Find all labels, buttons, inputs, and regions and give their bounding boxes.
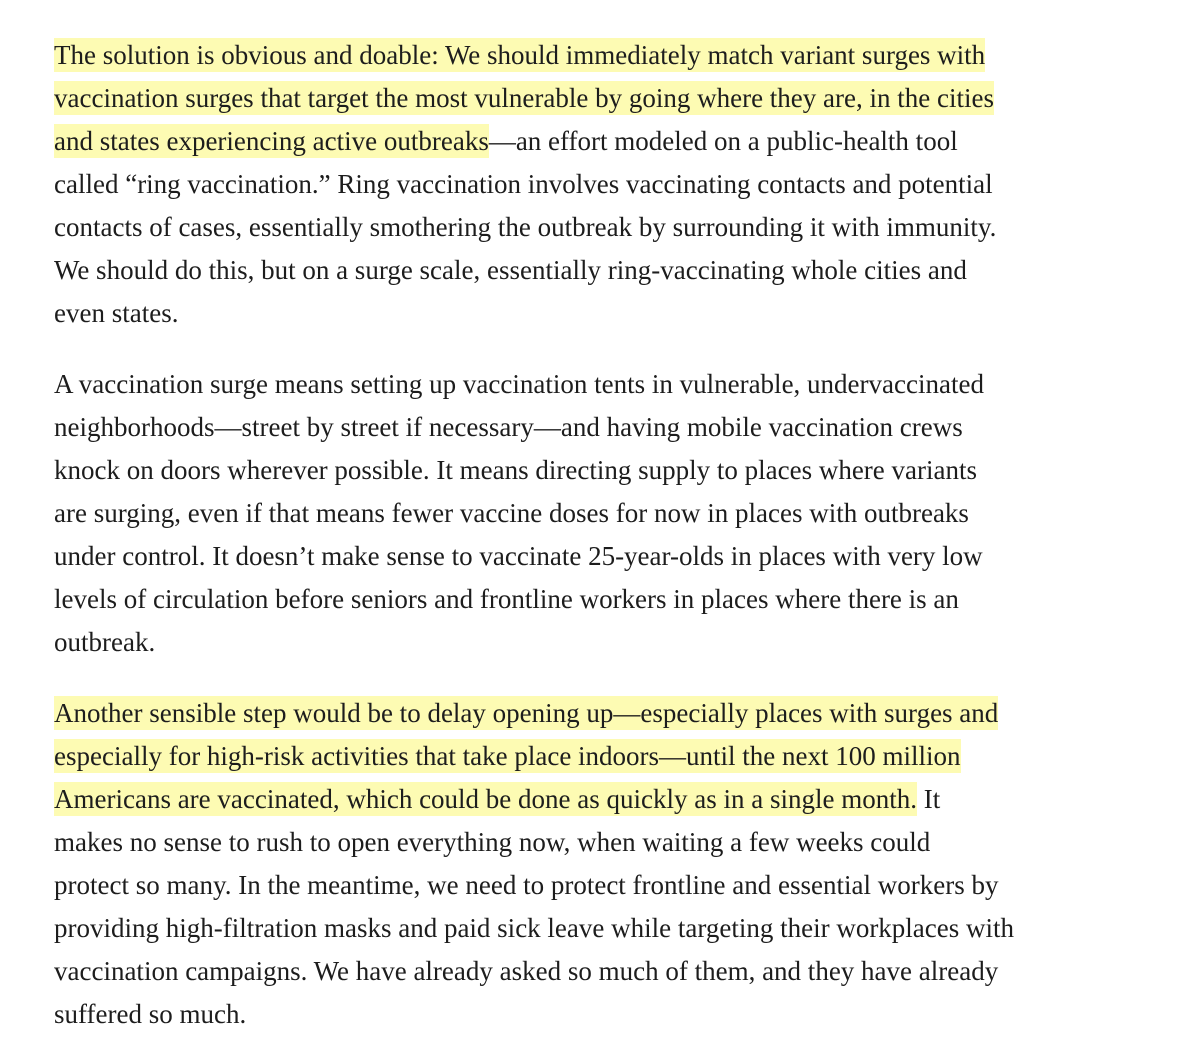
line-text: contacts of cases, essentially smothering the outbreak by surrounding it with immunity. bbox=[54, 212, 997, 242]
highlighted-text: especially for high-risk activities that take place indoors—until the next 100 million bbox=[54, 741, 961, 771]
highlighted-text: vaccination surges that target the most vulnerable by going where they are, in the cities bbox=[54, 83, 994, 113]
paragraph-vaccination-surge bbox=[54, 363, 1170, 664]
line-text: We should do this, but on a surge scale, essentially ring-vaccinating whole cities and bbox=[54, 255, 967, 285]
line-text: neighborhoods—street by street if necessary—and having mobile vaccination crews bbox=[54, 412, 963, 442]
text-line bbox=[54, 77, 1170, 120]
line-text: outbreak. bbox=[54, 627, 156, 657]
text-line bbox=[54, 449, 1170, 492]
text-line bbox=[54, 578, 1170, 621]
line-text: are surging, even if that means fewer vaccine doses for now in places with outbreaks bbox=[54, 498, 969, 528]
line-text: under control. It doesn’t make sense to vaccinate 25-year-olds in places with very low bbox=[54, 541, 983, 571]
text-line bbox=[54, 864, 1170, 907]
line-text: vaccination campaigns. We have already asked so much of them, and they have already bbox=[54, 956, 999, 986]
line-text: suffered so much. bbox=[54, 999, 247, 1029]
paragraph-spacer bbox=[54, 664, 1170, 692]
text-line bbox=[54, 950, 1170, 993]
text-line bbox=[54, 292, 1170, 335]
highlighted-text: and states experiencing active outbreaks bbox=[54, 126, 489, 156]
text-line bbox=[54, 120, 1170, 163]
text-line bbox=[54, 206, 1170, 249]
highlighted-text: Americans are vaccinated, which could be done as quickly as in a single month. bbox=[54, 784, 917, 814]
text-line bbox=[54, 163, 1170, 206]
text-line bbox=[54, 821, 1170, 864]
text-line bbox=[54, 34, 1170, 77]
line-text: —an effort modeled on a public-health tool bbox=[488, 126, 958, 156]
text-line bbox=[54, 363, 1170, 406]
paragraph-ring-vaccination bbox=[54, 34, 1170, 335]
highlighted-text: The solution is obvious and doable: We should immediately match variant surges with bbox=[54, 40, 986, 70]
text-line bbox=[54, 692, 1170, 735]
line-text: providing high-filtration masks and paid sick leave while targeting their workplaces with bbox=[54, 913, 1015, 943]
text-line bbox=[54, 993, 1170, 1036]
paragraph-spacer bbox=[54, 335, 1170, 363]
text-line bbox=[54, 778, 1170, 821]
text-line bbox=[54, 535, 1170, 578]
highlighted-text: Another sensible step would be to delay opening up—especially places with surges and bbox=[54, 698, 999, 728]
line-text: knock on doors wherever possible. It means directing supply to places where variants bbox=[54, 455, 977, 485]
line-text: called “ring vaccination.” Ring vaccination involves vaccinating contacts and potential bbox=[54, 169, 993, 199]
text-line bbox=[54, 735, 1170, 778]
text-line bbox=[54, 907, 1170, 950]
text-line bbox=[54, 621, 1170, 664]
line-text: makes no sense to rush to open everything now, when waiting a few weeks could bbox=[54, 827, 931, 857]
line-text: even states. bbox=[54, 298, 179, 328]
text-line bbox=[54, 492, 1170, 535]
text-line bbox=[54, 249, 1170, 292]
line-text: A vaccination surge means setting up vaccination tents in vulnerable, undervaccinated bbox=[54, 369, 984, 399]
line-text: It bbox=[916, 784, 941, 814]
line-text: protect so many. In the meantime, we need to protect frontline and essential workers by bbox=[54, 870, 999, 900]
paragraph-delay-opening bbox=[54, 692, 1170, 1036]
line-text: levels of circulation before seniors and frontline workers in places where there is an bbox=[54, 584, 959, 614]
text-line bbox=[54, 406, 1170, 449]
